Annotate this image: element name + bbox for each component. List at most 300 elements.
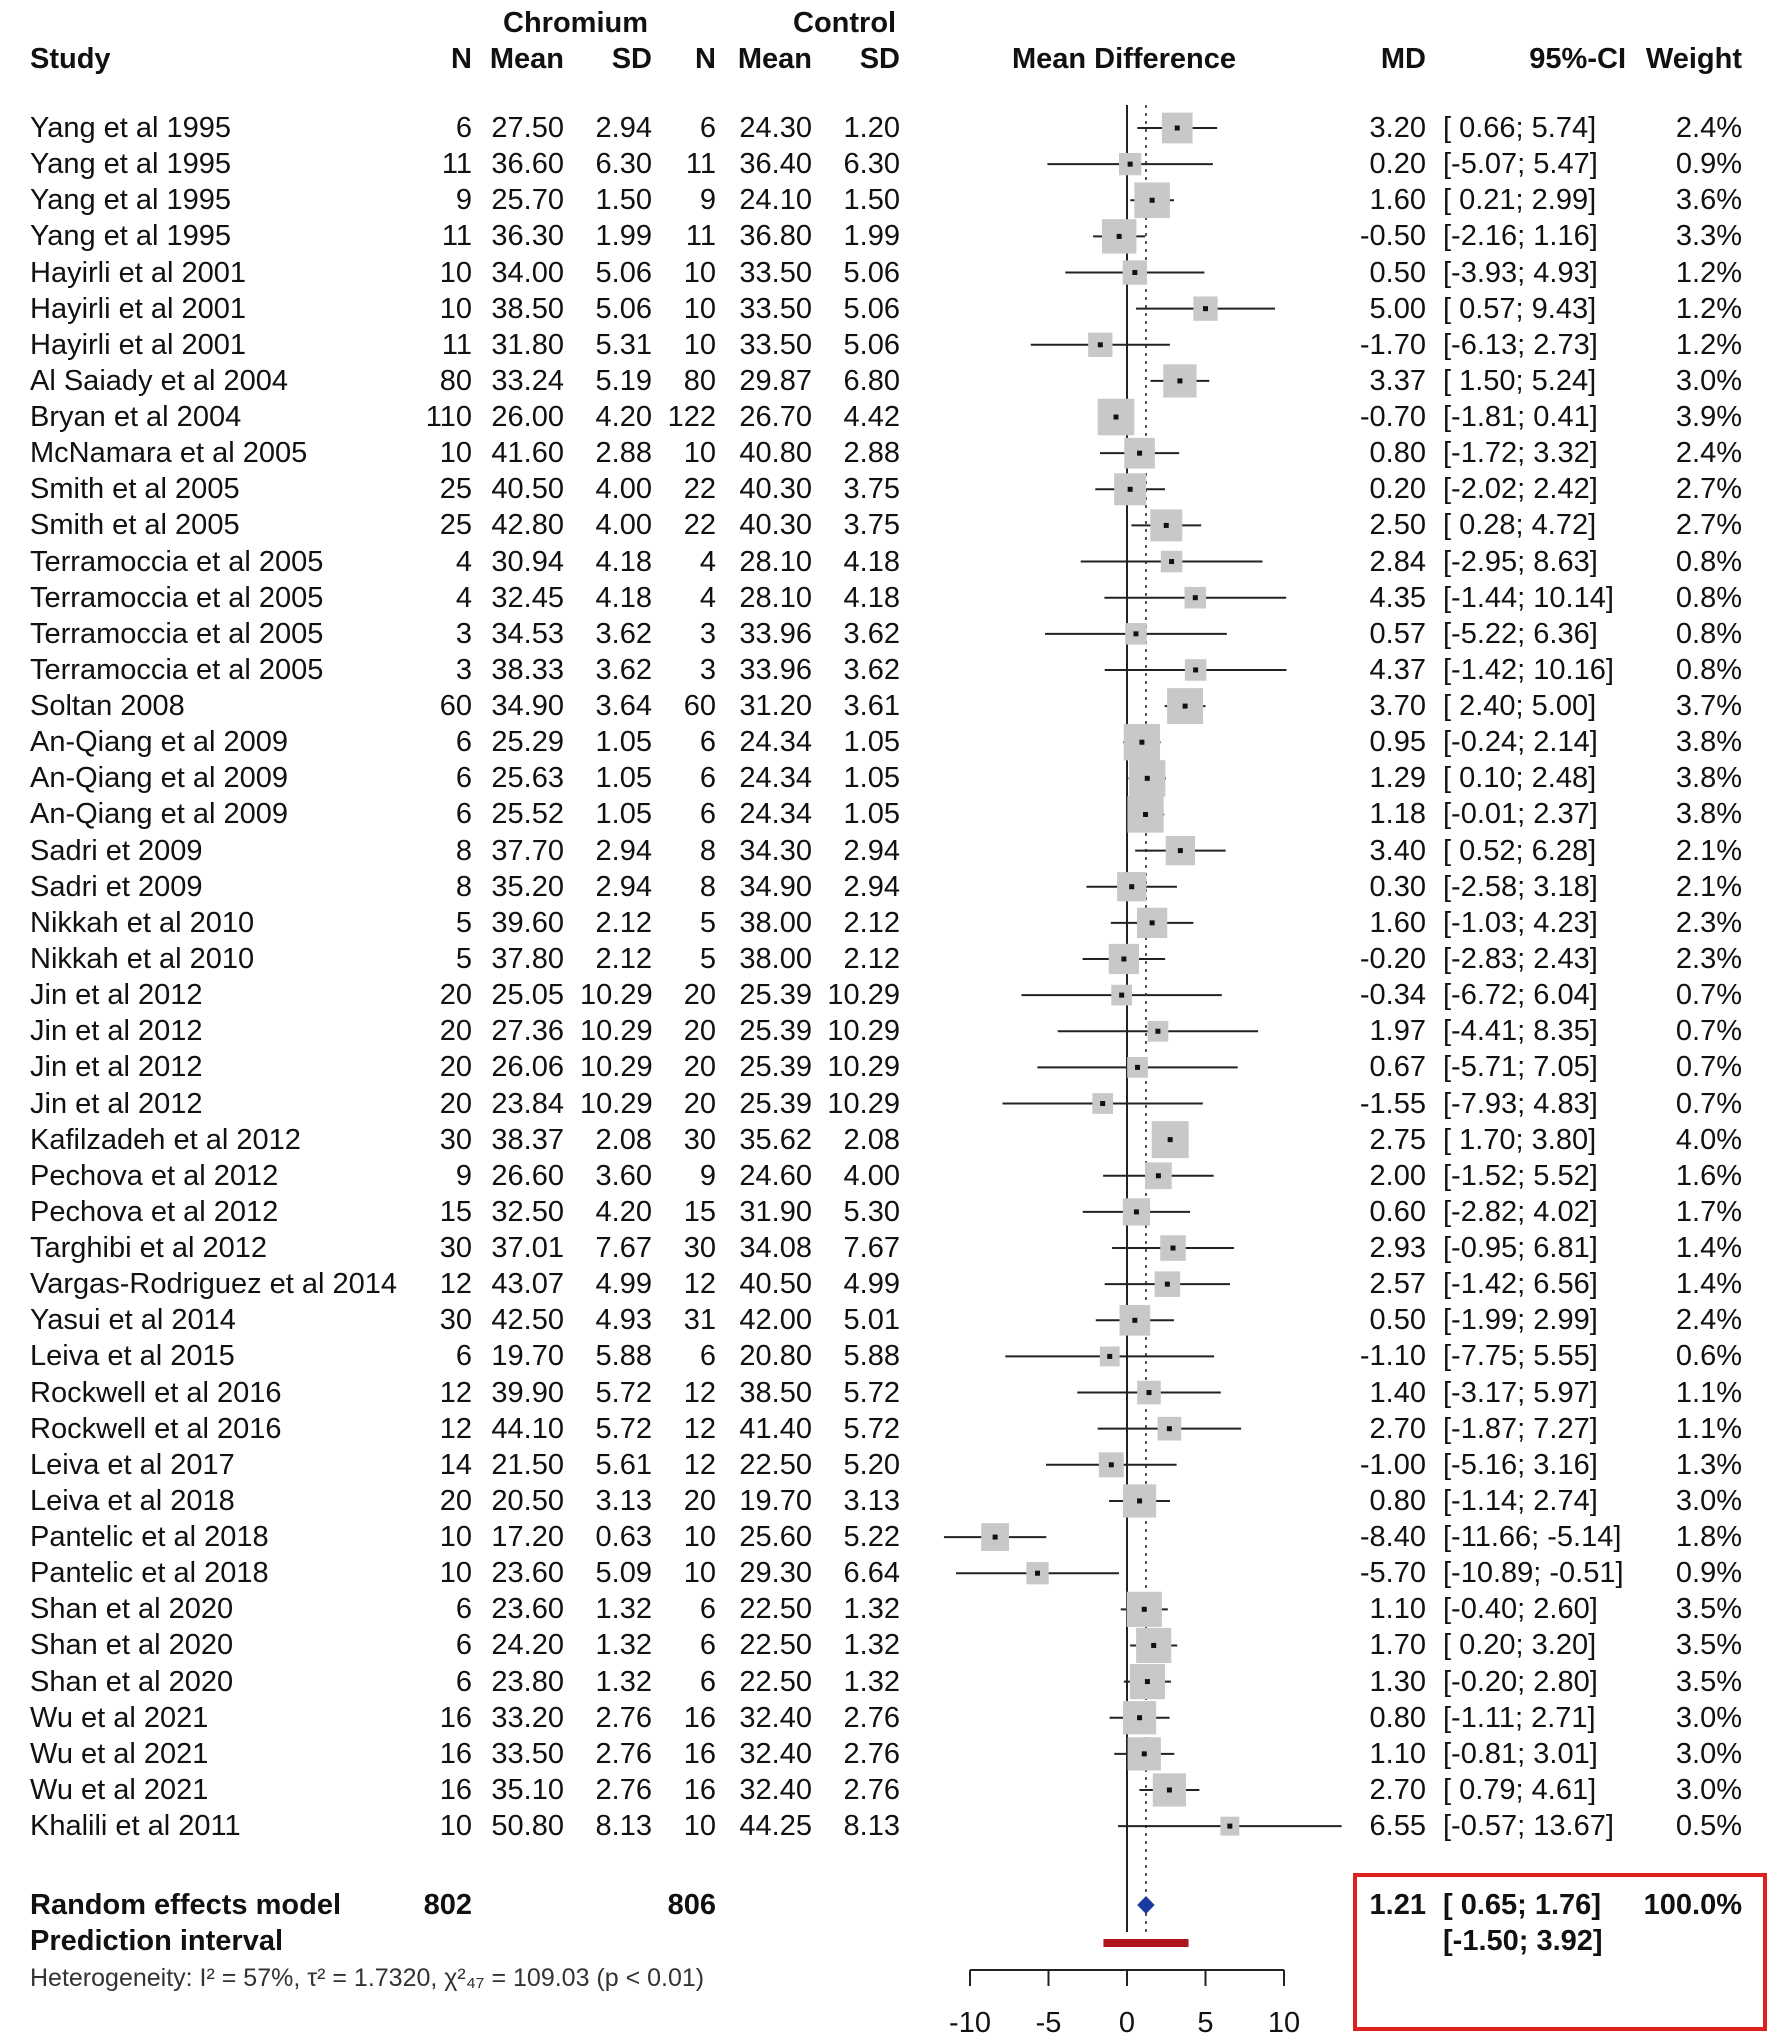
control-sd: 5.72 xyxy=(843,1412,900,1445)
study-name: Soltan 2008 xyxy=(30,690,185,723)
chromium-n: 6 xyxy=(455,1593,472,1626)
control-n: 30 xyxy=(683,1232,716,1265)
weight-value: 1.2% xyxy=(1675,256,1742,289)
ci-value: [ 1.70; 3.80] xyxy=(1443,1123,1597,1156)
ci-value: [-0.95; 6.81] xyxy=(1443,1232,1598,1265)
prediction-interval-ci: [-1.50; 3.92] xyxy=(1443,1925,1603,1957)
ci-value: [ 0.21; 2.99] xyxy=(1443,184,1597,217)
control-sd: 4.00 xyxy=(843,1159,900,1192)
ci-value: [-6.13; 2.73] xyxy=(1443,328,1598,361)
chromium-sd: 2.76 xyxy=(595,1773,652,1806)
control-mean: 25.39 xyxy=(739,979,812,1012)
study-name: Rockwell et al 2016 xyxy=(30,1412,282,1445)
control-sd: 3.75 xyxy=(843,509,900,542)
ci-value: [-1.42; 6.56] xyxy=(1443,1268,1598,1301)
control-n: 22 xyxy=(683,509,716,542)
chromium-n: 8 xyxy=(455,870,472,903)
control-n: 20 xyxy=(683,1051,716,1084)
point-estimate xyxy=(993,1535,998,1540)
chromium-sd: 1.05 xyxy=(595,798,652,831)
ci-value: [-1.11; 2.71] xyxy=(1443,1701,1596,1734)
chromium-mean: 33.24 xyxy=(491,364,564,397)
chromium-mean: 27.36 xyxy=(491,1015,564,1048)
weight-value: 1.2% xyxy=(1675,292,1742,325)
chromium-sd: 4.20 xyxy=(595,1195,652,1228)
point-estimate xyxy=(1109,1462,1114,1467)
control-mean: 33.96 xyxy=(739,653,812,686)
control-mean: 29.87 xyxy=(739,364,812,397)
control-mean: 32.40 xyxy=(739,1701,812,1734)
ci-value: [ 0.52; 6.28] xyxy=(1443,834,1597,867)
chromium-sd: 4.18 xyxy=(595,545,652,578)
control-mean: 19.70 xyxy=(739,1484,812,1517)
control-n: 10 xyxy=(683,328,716,361)
control-sd: 5.20 xyxy=(843,1448,900,1481)
chromium-n: 3 xyxy=(455,617,472,650)
control-n: 6 xyxy=(699,726,716,759)
md-value: 1.18 xyxy=(1369,798,1426,831)
point-estimate xyxy=(1137,1498,1142,1503)
md-value: -0.70 xyxy=(1359,401,1426,434)
chromium-mean: 23.80 xyxy=(491,1665,564,1698)
chromium-n: 80 xyxy=(439,364,472,397)
control-sd: 4.42 xyxy=(843,401,900,434)
control-n: 31 xyxy=(683,1304,716,1337)
point-estimate xyxy=(1139,740,1144,745)
control-mean: 28.10 xyxy=(739,581,812,614)
chromium-sd: 4.00 xyxy=(595,509,652,542)
weight-value: 1.3% xyxy=(1675,1448,1742,1481)
point-estimate xyxy=(1128,162,1133,167)
study-name: Shan et al 2020 xyxy=(30,1593,234,1626)
ci-value: [-1.42; 10.16] xyxy=(1443,653,1614,686)
md-value: 1.40 xyxy=(1369,1376,1426,1409)
weight-value: 3.0% xyxy=(1675,1484,1742,1517)
weight-value: 2.4% xyxy=(1675,1304,1742,1337)
study-name: Shan et al 2020 xyxy=(30,1665,234,1698)
study-name: Wu et al 2021 xyxy=(30,1773,209,1806)
ci-value: [-10.89; -0.51] xyxy=(1443,1557,1624,1590)
chromium-sd: 2.94 xyxy=(595,870,652,903)
ci-value: [-3.17; 5.97] xyxy=(1443,1376,1598,1409)
header-study: Study xyxy=(30,43,111,75)
study-name: Leiva et al 2017 xyxy=(30,1448,235,1481)
point-estimate xyxy=(1156,1173,1161,1178)
control-sd: 2.12 xyxy=(843,942,900,975)
control-mean: 25.39 xyxy=(739,1015,812,1048)
study-name: Kafilzadeh et al 2012 xyxy=(30,1123,301,1156)
weight-value: 0.8% xyxy=(1675,653,1742,686)
pooled-diamond xyxy=(1137,1896,1154,1914)
control-mean: 34.90 xyxy=(739,870,812,903)
control-sd: 2.76 xyxy=(843,1773,900,1806)
ci-value: [ 0.20; 3.20] xyxy=(1443,1629,1597,1662)
chromium-sd: 1.32 xyxy=(595,1593,652,1626)
weight-value: 0.9% xyxy=(1675,1557,1742,1590)
md-value: 1.97 xyxy=(1369,1015,1426,1048)
ci-value: [ 1.50; 5.24] xyxy=(1443,364,1597,397)
control-sd: 1.32 xyxy=(843,1593,900,1626)
control-n: 16 xyxy=(683,1701,716,1734)
control-sd: 10.29 xyxy=(827,979,900,1012)
md-value: 1.29 xyxy=(1369,762,1426,795)
header-md: MD xyxy=(1380,43,1426,75)
chromium-mean: 38.33 xyxy=(491,653,564,686)
study-name: Yasui et al 2014 xyxy=(30,1304,236,1337)
weight-value: 1.1% xyxy=(1675,1412,1742,1445)
weight-value: 3.0% xyxy=(1675,364,1742,397)
chromium-sd: 4.00 xyxy=(595,473,652,506)
control-n: 5 xyxy=(699,942,716,975)
control-mean: 24.34 xyxy=(739,798,812,831)
point-estimate xyxy=(1155,1029,1160,1034)
study-name: Pantelic et al 2018 xyxy=(30,1521,269,1554)
control-mean: 26.70 xyxy=(739,401,812,434)
chromium-n: 6 xyxy=(455,1629,472,1662)
ci-value: [-2.83; 2.43] xyxy=(1443,942,1598,975)
header-mean2: Mean xyxy=(737,43,812,75)
chromium-n: 6 xyxy=(455,726,472,759)
point-estimate xyxy=(1193,667,1198,672)
point-estimate xyxy=(1178,848,1183,853)
point-estimate xyxy=(1193,595,1198,600)
weight-value: 2.3% xyxy=(1675,942,1742,975)
chromium-mean: 19.70 xyxy=(491,1340,564,1373)
ci-value: [-1.87; 7.27] xyxy=(1443,1412,1598,1445)
control-sd: 6.80 xyxy=(843,364,900,397)
control-mean: 28.10 xyxy=(739,545,812,578)
chromium-mean: 36.60 xyxy=(491,148,564,181)
chromium-sd: 3.13 xyxy=(595,1484,652,1517)
chromium-n: 20 xyxy=(439,1087,472,1120)
md-value: 2.93 xyxy=(1369,1232,1426,1265)
chromium-mean: 34.00 xyxy=(491,256,564,289)
control-n: 10 xyxy=(683,437,716,470)
study-name: Nikkah et al 2010 xyxy=(30,942,255,975)
weight-value: 1.4% xyxy=(1675,1232,1742,1265)
ci-value: [-1.14; 2.74] xyxy=(1443,1484,1598,1517)
chromium-mean: 41.60 xyxy=(491,437,564,470)
ci-value: [-0.01; 2.37] xyxy=(1443,798,1598,831)
control-mean: 32.40 xyxy=(739,1773,812,1806)
point-estimate xyxy=(1100,1101,1105,1106)
md-value: 2.75 xyxy=(1369,1123,1426,1156)
weight-value: 3.8% xyxy=(1675,798,1742,831)
study-name: Jin et al 2012 xyxy=(30,1015,203,1048)
weight-value: 0.7% xyxy=(1675,1087,1742,1120)
md-value: 2.00 xyxy=(1369,1159,1426,1192)
control-n: 22 xyxy=(683,473,716,506)
point-estimate xyxy=(1150,920,1155,925)
chromium-sd: 5.72 xyxy=(595,1412,652,1445)
chromium-mean: 23.60 xyxy=(491,1557,564,1590)
chromium-mean: 35.10 xyxy=(491,1773,564,1806)
point-estimate xyxy=(1134,1209,1139,1214)
study-name: Hayirli et al 2001 xyxy=(30,328,246,361)
chromium-mean: 25.05 xyxy=(491,979,564,1012)
ci-value: [-1.99; 2.99] xyxy=(1443,1304,1598,1337)
chromium-mean: 38.50 xyxy=(491,292,564,325)
chromium-n: 6 xyxy=(455,1665,472,1698)
control-mean: 31.20 xyxy=(739,690,812,723)
chromium-mean: 34.53 xyxy=(491,617,564,650)
chromium-mean: 32.50 xyxy=(491,1195,564,1228)
md-value: 2.50 xyxy=(1369,509,1426,542)
control-mean: 36.40 xyxy=(739,148,812,181)
control-mean: 42.00 xyxy=(739,1304,812,1337)
control-sd: 3.75 xyxy=(843,473,900,506)
control-sd: 4.99 xyxy=(843,1268,900,1301)
chromium-mean: 37.70 xyxy=(491,834,564,867)
control-n: 10 xyxy=(683,1521,716,1554)
weight-value: 2.3% xyxy=(1675,906,1742,939)
study-name: Vargas-Rodriguez et al 2014 xyxy=(30,1268,398,1301)
control-sd: 2.08 xyxy=(843,1123,900,1156)
control-n: 16 xyxy=(683,1773,716,1806)
header-control: Control xyxy=(793,7,897,39)
control-n: 6 xyxy=(699,1593,716,1626)
chromium-n: 25 xyxy=(439,509,472,542)
control-mean: 36.80 xyxy=(739,220,812,253)
control-mean: 32.40 xyxy=(739,1737,812,1770)
md-value: 1.10 xyxy=(1369,1737,1426,1770)
weight-value: 2.4% xyxy=(1675,112,1742,144)
study-name: Yang et al 1995 xyxy=(30,112,232,144)
study-name: Khalili et al 2011 xyxy=(30,1810,241,1843)
ci-value: [ 2.40; 5.00] xyxy=(1443,690,1597,723)
chromium-mean: 39.90 xyxy=(491,1376,564,1409)
weight-value: 4.0% xyxy=(1675,1123,1742,1156)
weight-value: 1.7% xyxy=(1675,1195,1742,1228)
point-estimate xyxy=(1137,451,1142,456)
study-name: Jin et al 2012 xyxy=(30,1051,203,1084)
ci-value: [-0.24; 2.14] xyxy=(1443,726,1598,759)
chromium-sd: 3.60 xyxy=(595,1159,652,1192)
study-name: Leiva et al 2018 xyxy=(30,1484,235,1517)
control-sd: 2.12 xyxy=(843,906,900,939)
control-sd: 5.72 xyxy=(843,1376,900,1409)
chromium-sd: 2.12 xyxy=(595,942,652,975)
chromium-n: 10 xyxy=(439,1557,472,1590)
control-n: 8 xyxy=(699,834,716,867)
md-value: -0.20 xyxy=(1359,942,1426,975)
control-n: 12 xyxy=(683,1412,716,1445)
study-name: Yang et al 1995 xyxy=(30,220,232,253)
ci-value: [-6.72; 6.04] xyxy=(1443,979,1598,1012)
ci-value: [-7.75; 5.55] xyxy=(1443,1340,1598,1373)
md-value: 0.20 xyxy=(1369,148,1426,181)
control-n: 15 xyxy=(683,1195,716,1228)
control-sd: 2.88 xyxy=(843,437,900,470)
chromium-mean: 44.10 xyxy=(491,1412,564,1445)
md-value: 1.30 xyxy=(1369,1665,1426,1698)
md-value: 1.60 xyxy=(1369,184,1426,217)
md-value: 3.40 xyxy=(1369,834,1426,867)
control-sd: 1.05 xyxy=(843,726,900,759)
prediction-interval-bar xyxy=(1103,1939,1188,1947)
study-name: Leiva et al 2015 xyxy=(30,1340,235,1373)
ci-value: [-3.93; 4.93] xyxy=(1443,256,1598,289)
chromium-mean: 38.37 xyxy=(491,1123,564,1156)
control-n: 9 xyxy=(699,1159,716,1192)
chromium-n: 6 xyxy=(455,798,472,831)
control-mean: 31.90 xyxy=(739,1195,812,1228)
chromium-mean: 50.80 xyxy=(491,1810,564,1843)
study-name: Wu et al 2021 xyxy=(30,1737,209,1770)
control-sd: 5.06 xyxy=(843,292,900,325)
random-effects-n1: 802 xyxy=(423,1889,472,1921)
control-mean: 44.25 xyxy=(739,1810,812,1843)
control-sd: 2.76 xyxy=(843,1737,900,1770)
ci-value: [-0.81; 3.01] xyxy=(1443,1737,1598,1770)
study-name: Al Saiady et al 2004 xyxy=(30,364,288,397)
chromium-mean: 20.50 xyxy=(491,1484,564,1517)
chromium-mean: 30.94 xyxy=(491,545,564,578)
chromium-n: 10 xyxy=(439,1810,472,1843)
point-estimate xyxy=(1203,306,1208,311)
md-value: 0.20 xyxy=(1369,473,1426,506)
control-n: 6 xyxy=(699,1665,716,1698)
random-effects-label: Random effects model xyxy=(30,1889,341,1921)
chromium-mean: 26.00 xyxy=(491,401,564,434)
point-estimate xyxy=(1164,523,1169,528)
weight-value: 3.8% xyxy=(1675,762,1742,795)
chromium-n: 10 xyxy=(439,292,472,325)
chromium-mean: 31.80 xyxy=(491,328,564,361)
weight-value: 3.5% xyxy=(1675,1629,1742,1662)
ci-value: [-11.66; -5.14] xyxy=(1443,1521,1622,1554)
md-value: 3.20 xyxy=(1369,112,1426,144)
control-n: 8 xyxy=(699,870,716,903)
study-name: Pechova et al 2012 xyxy=(30,1195,279,1228)
weight-value: 1.8% xyxy=(1675,1521,1742,1554)
study-name: Hayirli et al 2001 xyxy=(30,292,246,325)
control-n: 122 xyxy=(667,401,716,434)
ci-value: [ 0.10; 2.48] xyxy=(1443,762,1597,795)
md-value: 0.50 xyxy=(1369,1304,1426,1337)
control-n: 12 xyxy=(683,1268,716,1301)
control-n: 6 xyxy=(699,1340,716,1373)
weight-value: 2.7% xyxy=(1675,509,1742,542)
md-value: -8.40 xyxy=(1359,1521,1426,1554)
md-value: 0.80 xyxy=(1369,1701,1426,1734)
chromium-sd: 3.62 xyxy=(595,653,652,686)
chromium-mean: 35.20 xyxy=(491,870,564,903)
heterogeneity-stats: Heterogeneity: I² = 57%, τ² = 1.7320, χ²₄₇ = 109.03 (p < 0.01) xyxy=(30,1964,705,1992)
chromium-sd: 2.08 xyxy=(595,1123,652,1156)
chromium-sd: 6.30 xyxy=(595,148,652,181)
chromium-mean: 17.20 xyxy=(491,1521,564,1554)
control-mean: 20.80 xyxy=(739,1340,812,1373)
control-mean: 29.30 xyxy=(739,1557,812,1590)
chromium-n: 6 xyxy=(455,1340,472,1373)
study-name: Sadri et 2009 xyxy=(30,870,203,903)
study-name: Yang et al 1995 xyxy=(30,184,232,217)
control-sd: 1.20 xyxy=(843,112,900,144)
chromium-n: 6 xyxy=(455,762,472,795)
study-name: Bryan et al 2004 xyxy=(30,401,242,434)
weight-value: 1.1% xyxy=(1675,1376,1742,1409)
chromium-sd: 5.61 xyxy=(595,1448,652,1481)
weight-value: 3.3% xyxy=(1675,220,1742,253)
control-sd: 3.61 xyxy=(843,690,900,723)
chromium-n: 30 xyxy=(439,1123,472,1156)
chromium-sd: 5.06 xyxy=(595,256,652,289)
ci-value: [-2.16; 1.16] xyxy=(1443,220,1598,253)
control-n: 20 xyxy=(683,1087,716,1120)
ci-value: [-0.20; 2.80] xyxy=(1443,1665,1598,1698)
chromium-sd: 5.88 xyxy=(595,1340,652,1373)
control-mean: 40.30 xyxy=(739,509,812,542)
control-sd: 5.30 xyxy=(843,1195,900,1228)
chromium-n: 12 xyxy=(439,1268,472,1301)
ci-value: [-4.41; 8.35] xyxy=(1443,1015,1598,1048)
md-value: 0.60 xyxy=(1369,1195,1426,1228)
chromium-sd: 1.05 xyxy=(595,726,652,759)
control-sd: 4.18 xyxy=(843,545,900,578)
weight-value: 3.9% xyxy=(1675,401,1742,434)
chromium-sd: 5.72 xyxy=(595,1376,652,1409)
control-n: 9 xyxy=(699,184,716,217)
study-name: Smith et al 2005 xyxy=(30,473,240,506)
control-mean: 38.00 xyxy=(739,942,812,975)
point-estimate xyxy=(1145,776,1150,781)
chromium-n: 60 xyxy=(439,690,472,723)
control-sd: 3.13 xyxy=(843,1484,900,1517)
chromium-sd: 2.76 xyxy=(595,1701,652,1734)
control-sd: 7.67 xyxy=(843,1232,900,1265)
control-mean: 33.50 xyxy=(739,328,812,361)
md-value: 4.35 xyxy=(1369,581,1426,614)
control-sd: 1.32 xyxy=(843,1629,900,1662)
chromium-sd: 2.76 xyxy=(595,1737,652,1770)
study-name: Hayirli et al 2001 xyxy=(30,256,246,289)
md-value: 0.80 xyxy=(1369,1484,1426,1517)
chromium-mean: 27.50 xyxy=(491,112,564,144)
chromium-sd: 10.29 xyxy=(580,1087,653,1120)
control-sd: 10.29 xyxy=(827,1087,900,1120)
chromium-n: 25 xyxy=(439,473,472,506)
chromium-n: 16 xyxy=(439,1701,472,1734)
chromium-sd: 5.09 xyxy=(595,1557,652,1590)
ci-value: [-5.22; 6.36] xyxy=(1443,617,1598,650)
ci-value: [-2.58; 3.18] xyxy=(1443,870,1598,903)
study-name: Nikkah et al 2010 xyxy=(30,906,255,939)
weight-value: 3.0% xyxy=(1675,1773,1742,1806)
header-mean1: Mean xyxy=(489,43,564,75)
study-name: Terramoccia et al 2005 xyxy=(30,545,324,578)
control-n: 20 xyxy=(683,1015,716,1048)
ci-value: [-1.52; 5.52] xyxy=(1443,1159,1598,1192)
weight-value: 3.6% xyxy=(1675,184,1742,217)
chromium-n: 30 xyxy=(439,1304,472,1337)
random-effects-weight: 100.0% xyxy=(1643,1889,1742,1921)
chromium-mean: 42.50 xyxy=(491,1304,564,1337)
chromium-n: 5 xyxy=(455,906,472,939)
chromium-sd: 5.19 xyxy=(595,364,652,397)
ci-value: [-1.03; 4.23] xyxy=(1443,906,1598,939)
point-estimate xyxy=(1114,415,1119,420)
md-value: 2.70 xyxy=(1369,1412,1426,1445)
chromium-sd: 8.13 xyxy=(595,1810,652,1843)
random-effects-n2: 806 xyxy=(667,1889,716,1921)
header-sd1: SD xyxy=(611,43,652,75)
chromium-mean: 23.84 xyxy=(491,1087,564,1120)
ci-value: [-1.81; 0.41] xyxy=(1443,401,1598,434)
point-estimate xyxy=(1168,1137,1173,1142)
chromium-n: 20 xyxy=(439,1051,472,1084)
control-sd: 1.05 xyxy=(843,798,900,831)
